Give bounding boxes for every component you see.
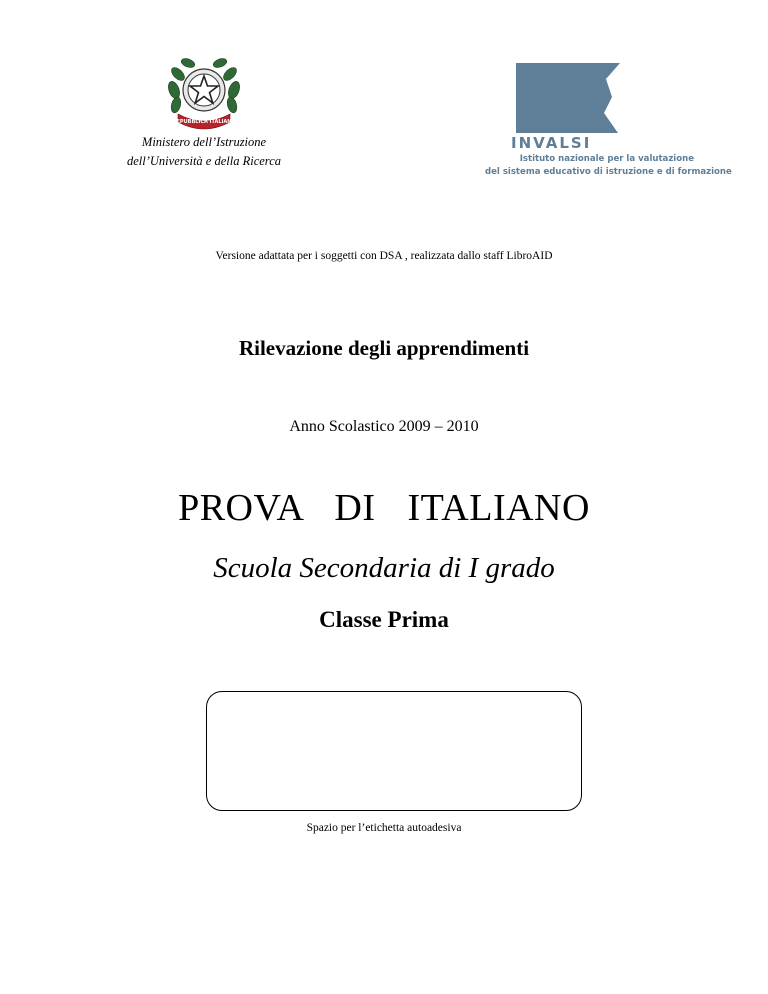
invalsi-logo-icon — [514, 63, 622, 133]
school-level: Scuola Secondaria di I grado — [213, 552, 555, 584]
ministry-name — [100, 133, 308, 171]
version-note: Versione adattata per i soggetti con DSA , realizzata dallo staff LibroAID — [215, 250, 553, 262]
sticker-label-caption: Spazio per l’etichetta autoadesiva — [306, 822, 462, 834]
ministry-line-2: dell’Università e della Ricerca — [127, 154, 281, 168]
ministry-line-1: Ministero dell’Istruzione — [141, 135, 267, 149]
invalsi-subtitle-line-2: del sistema educativo di istruzione e di formazione — [485, 167, 732, 177]
invalsi-subtitle-line-1: Istituto nazionale per la valutazione — [519, 154, 694, 164]
document-heading: Rilevazione degli apprendimenti — [238, 336, 530, 360]
test-title: PROVA DI ITALIANO — [178, 487, 590, 529]
italian-republic-emblem-icon — [164, 52, 244, 132]
emblem-ribbon-text: REPUBBLICA ITALIANA — [172, 119, 236, 125]
class-name: Classe Prima — [319, 607, 449, 632]
invalsi-logo-subtitle — [485, 153, 732, 179]
invalsi-logo-name: INVALSI — [511, 134, 592, 152]
school-year: Anno Scolastico 2009 – 2010 — [289, 418, 479, 435]
sticker-label-box — [206, 691, 582, 811]
